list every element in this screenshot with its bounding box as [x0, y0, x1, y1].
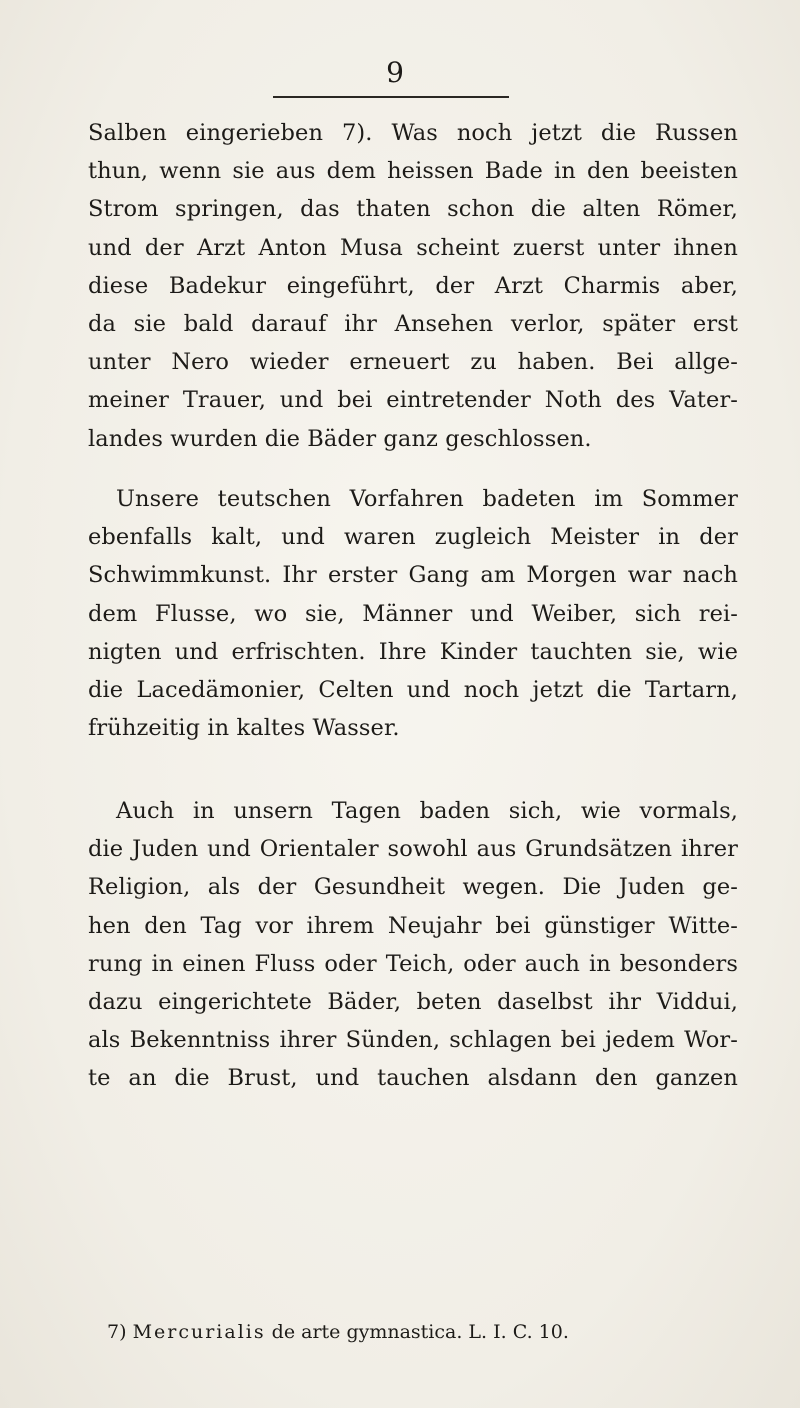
text-line: dem Flusse, wo sie, Männer und Weiber, sich rei-: [88, 600, 738, 627]
text-line: unter Nero wieder erneuert zu haben. Bei allge-: [88, 349, 738, 376]
footnote: [107, 1320, 569, 1344]
paragraph-1: [88, 114, 738, 458]
text-line: hen den Tag vor ihrem Neujahr bei günstiger Witte-: [88, 912, 738, 939]
text-line: diese Badekur eingeführt, der Arzt Charmis aber,: [88, 272, 738, 299]
text-line: meiner Trauer, und bei eintretender Noth des Vater-: [88, 387, 738, 414]
text-line: Auch in unsern Tagen baden sich, wie vormals,: [116, 798, 738, 824]
page-number: 9: [386, 56, 404, 89]
text-line: Schwimmkunst. Ihr erster Gang am Morgen war nach: [88, 562, 738, 589]
text-line: landes wurden die Bäder ganz geschlossen.: [88, 425, 592, 452]
header-rule: [273, 96, 509, 98]
text-line: Salben eingerieben 7). Was noch jetzt die Russen: [88, 120, 738, 146]
text-line: die Juden und Orientaler sowohl aus Grundsätzen ihrer: [88, 836, 738, 863]
text-line: te an die Brust, und tauchen alsdann den ganzen: [88, 1065, 738, 1092]
text-line: rung in einen Fluss oder Teich, oder auch in besonders: [88, 950, 738, 977]
text-line: dazu eingerichtete Bäder, beten daselbst ihr Viddui,: [88, 988, 738, 1015]
text-line: frühzeitig in kaltes Wasser.: [88, 715, 400, 742]
text-line: thun, wenn sie aus dem heissen Bade in den beeisten: [88, 158, 738, 185]
text-line: die Lacedämonier, Celten und noch jetzt die Tartarn,: [88, 676, 738, 703]
footnote-marker: 7): [107, 1321, 127, 1343]
paragraph-2: [88, 480, 738, 747]
text-line: Unsere teutschen Vorfahren badeten im Sommer: [116, 486, 738, 512]
text-line: und der Arzt Anton Musa scheint zuerst unter ihnen: [88, 234, 738, 261]
footnote-citation: de arte gymnastica. L. I. C. 10.: [271, 1321, 569, 1343]
text-line: ebenfalls kalt, und waren zugleich Meister in der: [88, 524, 738, 551]
text-line: Strom springen, das thaten schon die alten Römer,: [88, 196, 738, 223]
text-line: da sie bald darauf ihr Ansehen verlor, später erst: [88, 310, 738, 337]
paragraph-3: [88, 792, 738, 1098]
text-line: als Bekenntniss ihrer Sünden, schlagen bei jedem Wor-: [88, 1027, 738, 1054]
text-line: Religion, als der Gesundheit wegen. Die Juden ge-: [88, 874, 738, 901]
footnote-author: Mercurialis: [132, 1321, 266, 1343]
text-line: nigten und erfrischten. Ihre Kinder tauchten sie, wie: [88, 638, 738, 665]
